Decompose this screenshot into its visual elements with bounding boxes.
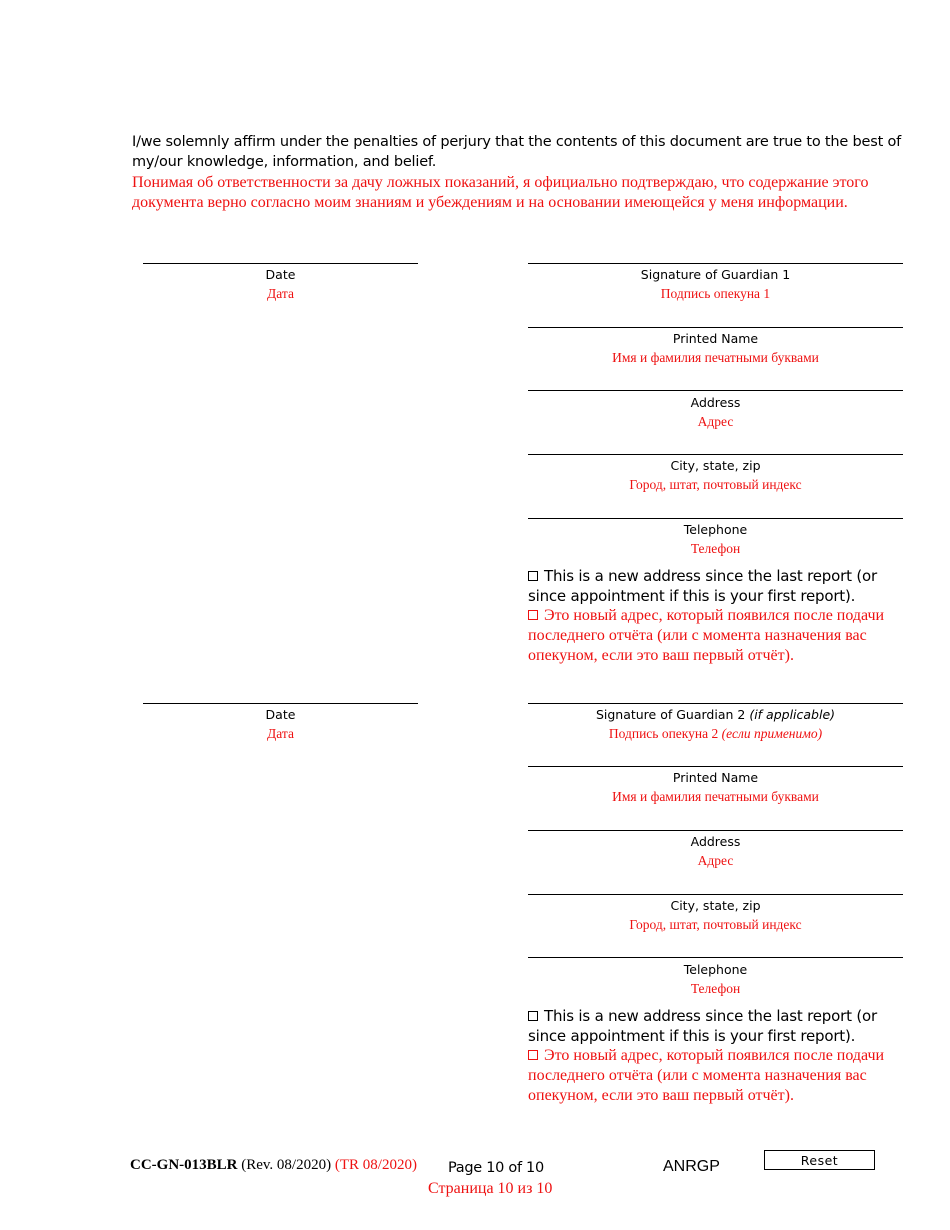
date-1-label: Date Дата (265, 267, 296, 301)
city-2-line[interactable] (528, 894, 903, 895)
date-2-label: Date Дата (265, 707, 296, 741)
new-address-checkbox-2[interactable] (528, 1011, 538, 1021)
telephone-2-label: Telephone Телефон (683, 962, 748, 996)
signature-guardian-1-line[interactable] (528, 263, 903, 264)
city-2-label: City, state, zip Город, штат, почтовый индекс (629, 898, 802, 932)
printed-name-1-label: Printed Name Имя и фамилия печатными буквами (612, 331, 819, 365)
form-code: CC-GN-013BLR (Rev. 08/2020) (TR 08/2020) (130, 1157, 417, 1173)
new-address-checkbox-2-ru[interactable] (528, 1050, 538, 1060)
telephone-1-label: Telephone Телефон (683, 522, 748, 556)
signature-guardian-1-label: Signature of Guardian 1 Подпись опекуна 1 (640, 267, 791, 301)
telephone-2-line[interactable] (528, 957, 903, 958)
reset-button[interactable]: Reset (764, 1150, 875, 1170)
city-1-line[interactable] (528, 454, 903, 455)
signature-guardian-2-label: Signature of Guardian 2 (if applicable) Подпись опекуна 2 (если применимо) (595, 707, 836, 741)
new-address-checkbox-1-ru[interactable] (528, 610, 538, 620)
new-address-note-2: This is a new address since the last report (or since appointment if this is your first report). Это новый адрес, который появился после подачи последнего отчёта (или с момента назначения вас опекуном, если это ваш первый отчёт). (528, 1007, 885, 1104)
city-1-label: City, state, zip Город, штат, почтовый индекс (629, 458, 802, 492)
telephone-1-line[interactable] (528, 518, 903, 519)
printed-name-2-label: Printed Name Имя и фамилия печатными буквами (612, 770, 819, 804)
signature-guardian-2-line[interactable] (528, 703, 903, 704)
printed-name-1-line[interactable] (528, 327, 903, 328)
date-2-line[interactable] (143, 703, 418, 704)
new-address-checkbox-1[interactable] (528, 571, 538, 581)
page-number: Page 10 of 10 (448, 1160, 544, 1176)
address-1-line[interactable] (528, 390, 903, 391)
affirmation-en: I/we solemnly affirm under the penalties of perjury that the contents of this document are true to the best of my/our knowledge, information, and belief. (132, 134, 902, 170)
affirmation (132, 132, 912, 213)
form-code-short: ANRGP (663, 1158, 720, 1175)
address-1-label: Address Адрес (690, 395, 741, 429)
address-2-line[interactable] (528, 830, 903, 831)
address-2-label: Address Адрес (690, 834, 741, 868)
affirmation-ru: Понимая об ответственности за дачу ложных показаний, я официально подтверждаю, что содержание этого документа верно согласно моим знаниям и убеждениям и на основании имеющейся у меня информации. (132, 174, 869, 211)
page-number-ru: Страница 10 из 10 (428, 1180, 553, 1197)
printed-name-2-line[interactable] (528, 766, 903, 767)
new-address-note-1: This is a new address since the last report (or since appointment if this is your first report). Это новый адрес, который появился после подачи последнего отчёта (или с момента назначения вас опекуном, если это ваш первый отчёт). (528, 567, 885, 664)
date-1-line[interactable] (143, 263, 418, 264)
